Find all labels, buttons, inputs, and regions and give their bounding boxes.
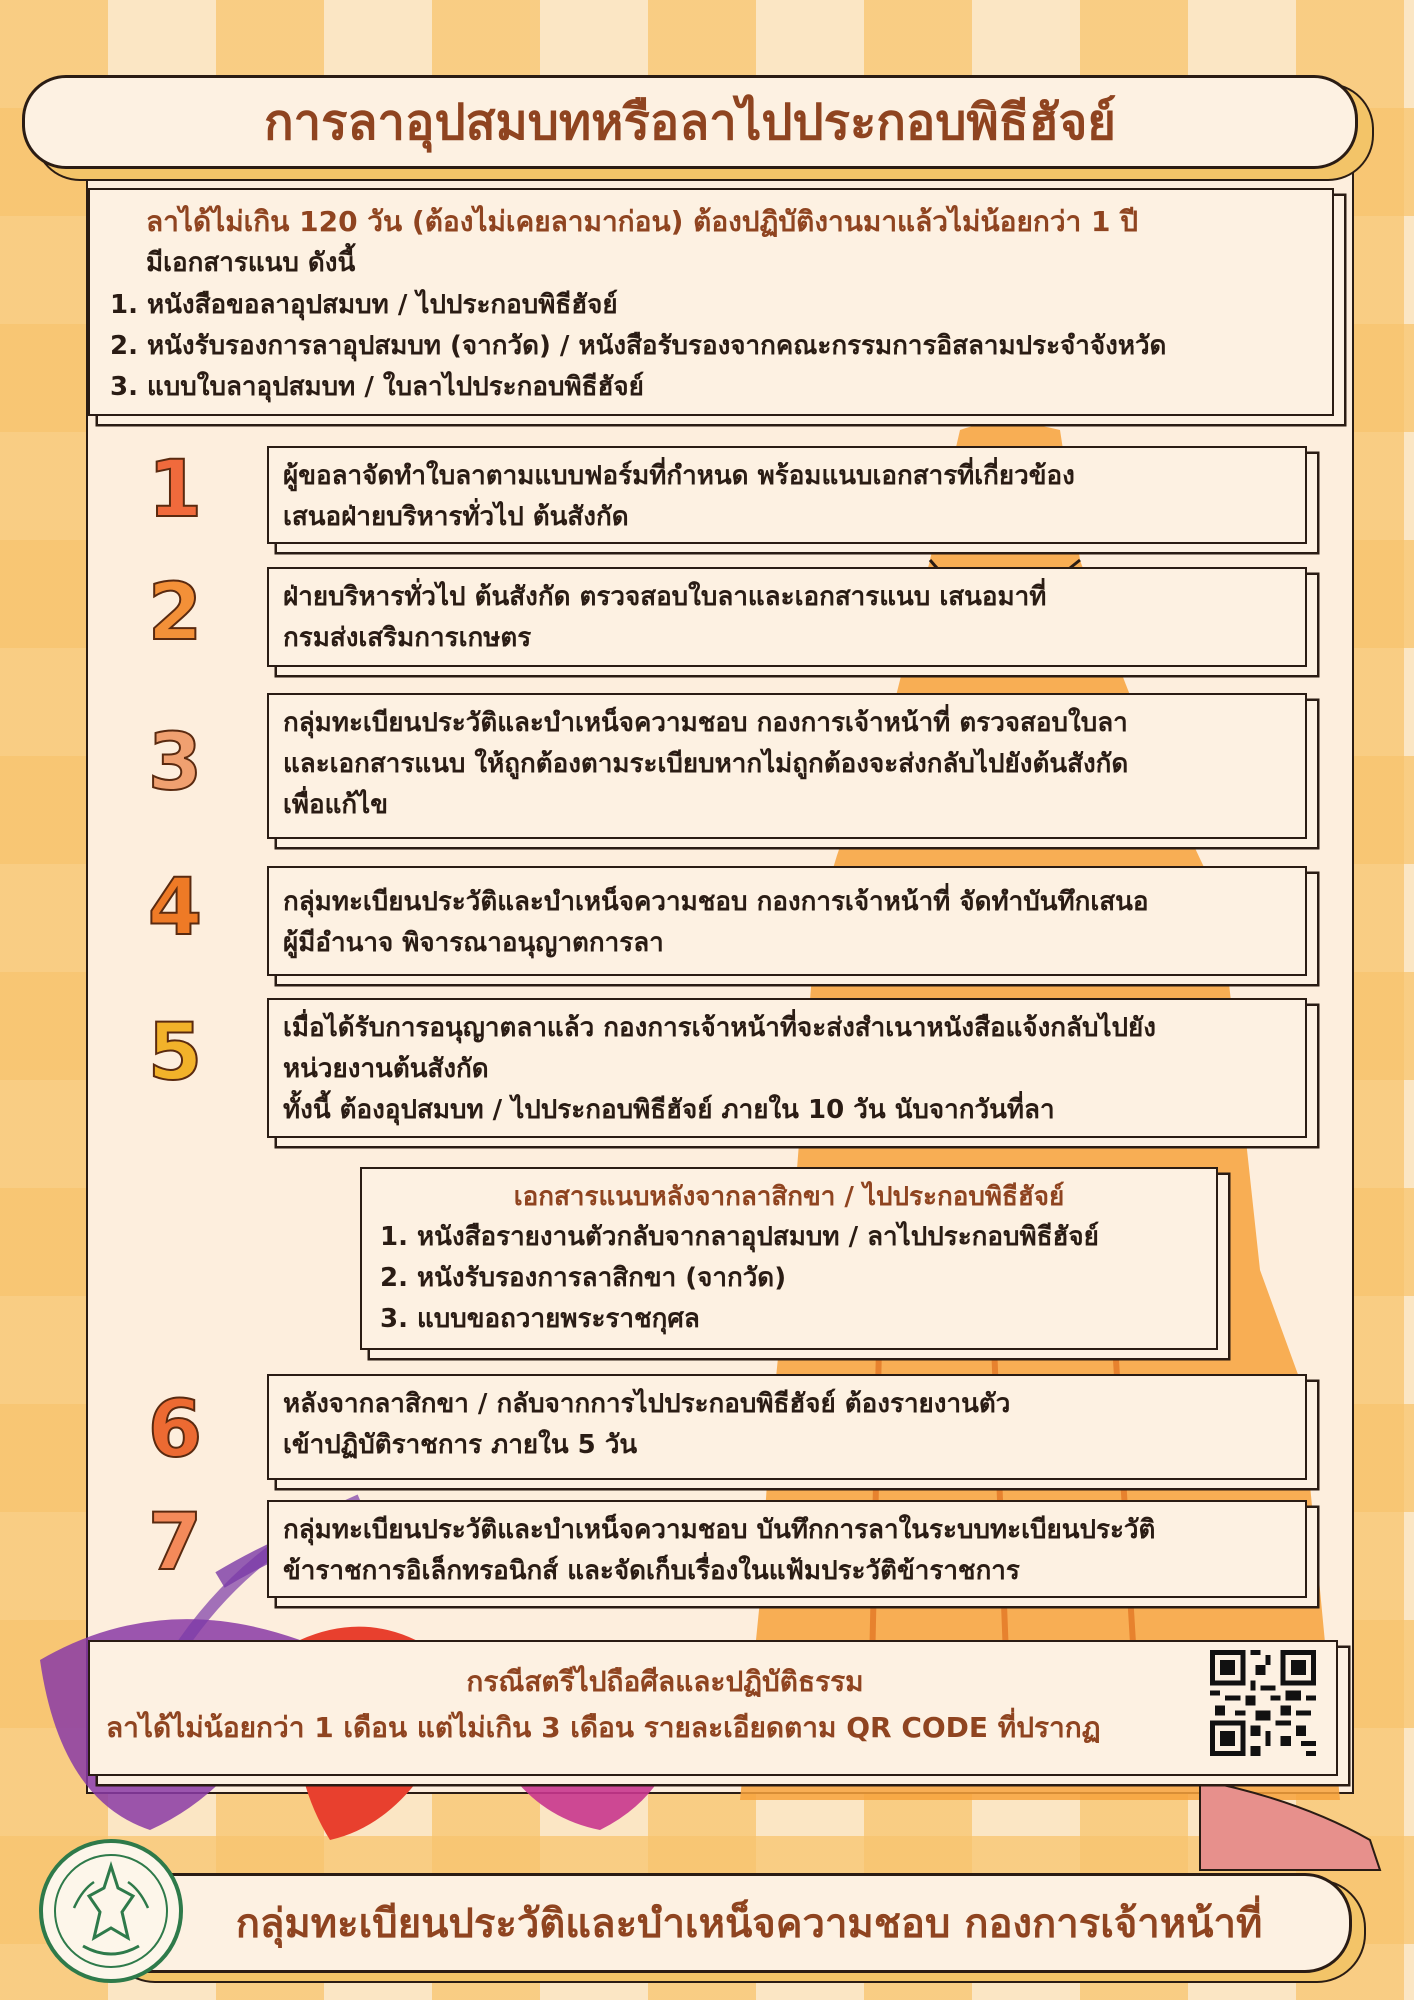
step-number-1: 1	[147, 445, 203, 535]
step-5-line-1: เมื่อได้รับการอนุญาตลาแล้ว กองการเจ้าหน้าที่จะส่งสำเนาหนังสือแจ้งกลับไปยัง	[283, 1013, 1156, 1043]
step-2-line-1: ฝ่ายบริหารทั่วไป ต้นสังกัด ตรวจสอบใบลาและเอกสารแนบ เสนอมาที่	[283, 582, 1047, 612]
step-card-7	[267, 1500, 1307, 1598]
step-card-3	[267, 693, 1307, 839]
requirements-headline: ลาได้ไม่เกิน 120 วัน (ต้องไม่เคยลามาก่อน) ต้องปฏิบัติงานมาแล้วไม่น้อยกว่า 1 ปี	[146, 205, 1139, 238]
women-case-text: ลาได้ไม่น้อยกว่า 1 เดือน แต่ไม่เกิน 3 เดือน รายละเอียดตาม QR CODE ที่ปรากฏ	[106, 1711, 1101, 1744]
step-7-line-2: ข้าราชการอิเล็กทรอนิกส์ และจัดเก็บเรื่องในแฟ้มประวัติข้าราชการ	[283, 1556, 1020, 1586]
after-leave-item-2: 2. หนังรับรองการลาสิกขา (จากวัด)	[380, 1263, 787, 1293]
step-4-line-1: กลุ่มทะเบียนประวัติและบำเหน็จความชอบ กองการเจ้าหน้าที่ จัดทำบันทึกเสนอ	[283, 887, 1149, 917]
step-number-6: 6	[147, 1385, 203, 1475]
women-case-box	[88, 1640, 1338, 1776]
requirement-doc-1: 1. หนังสือขอลาอุปสมบท / ไปประกอบพิธีฮัจย์	[110, 290, 618, 320]
requirement-doc-2: 2. หนังรับรองการลาอุปสมบท (จากวัด) / หนังสือรับรองจากคณะกรรมการอิสลามประจำจังหวัด	[110, 331, 1167, 361]
women-case-title: กรณีสตรีไปถือศีลและปฏิบัติธรรม	[466, 1665, 864, 1698]
step-6-line-1: หลังจากลาสิกขา / กลับจากการไปประกอบพิธีฮัจย์ ต้องรายงานตัว	[283, 1389, 1011, 1419]
step-4-line-2: ผู้มีอำนาจ พิจารณาอนุญาตการลา	[283, 928, 664, 958]
footer-banner	[96, 1873, 1352, 1973]
step-number-5: 5	[147, 1008, 203, 1098]
requirement-doc-3: 3. แบบใบลาอุปสมบท / ใบลาไปประกอบพิธีฮัจย์	[110, 372, 644, 402]
step-1-line-2: เสนอฝ่ายบริหารทั่วไป ต้นสังกัด	[283, 502, 629, 532]
footer-text: กลุ่มทะเบียนประวัติและบำเหน็จความชอบ กองการเจ้าหน้าที่	[235, 1901, 1263, 1947]
title-banner	[22, 75, 1358, 169]
step-number-3: 3	[147, 718, 203, 808]
step-number-4: 4	[147, 863, 203, 953]
step-7-line-1: กลุ่มทะเบียนประวัติและบำเหน็จความชอบ บันทึกการลาในระบบทะเบียนประวัติ	[283, 1515, 1156, 1545]
step-number-7: 7	[147, 1498, 203, 1588]
step-2-line-2: กรมส่งเสริมการเกษตร	[283, 623, 532, 653]
requirements-subhead: มีเอกสารแนบ ดังนี้	[146, 248, 356, 278]
step-6-line-2: เข้าปฏิบัติราชการ ภายใน 5 วัน	[283, 1430, 638, 1460]
step-number-2: 2	[147, 568, 203, 658]
step-card-2	[267, 567, 1307, 667]
step-3-line-2: และเอกสารแนบ ให้ถูกต้องตามระเบียบหากไม่ถูกต้องจะส่งกลับไปยังต้นสังกัด	[283, 749, 1129, 779]
department-logo-icon	[38, 1838, 184, 1984]
step-3-line-1: กลุ่มทะเบียนประวัติและบำเหน็จความชอบ กองการเจ้าหน้าที่ ตรวจสอบใบลา	[283, 708, 1128, 738]
after-leave-box	[360, 1167, 1218, 1350]
requirements-box	[88, 188, 1334, 416]
step-5-line-2: หน่วยงานต้นสังกัด	[283, 1054, 489, 1084]
step-5-line-3: ทั้งนี้ ต้องอุปสมบท / ไปประกอบพิธีฮัจย์ ภายใน 10 วัน นับจากวันที่ลา	[283, 1095, 1055, 1125]
after-leave-item-3: 3. แบบขอถวายพระราชกุศล	[380, 1304, 700, 1334]
after-leave-heading: เอกสารแนบหลังจากลาสิกขา / ไปประกอบพิธีฮัจย์	[513, 1182, 1065, 1212]
after-leave-item-1: 1. หนังสือรายงานตัวกลับจากลาอุปสมบท / ลาไปประกอบพิธีฮัจย์	[380, 1222, 1099, 1252]
page-title: การลาอุปสมบทหรือลาไปประกอบพิธีฮัจย์	[264, 94, 1116, 151]
qr-code-icon[interactable]	[1210, 1650, 1316, 1756]
step-1-line-1: ผู้ขอลาจัดทำใบลาตามแบบฟอร์มที่กำหนด พร้อมแนบเอกสารที่เกี่ยวข้อง	[283, 461, 1075, 491]
step-card-4	[267, 866, 1307, 976]
step-card-5	[267, 998, 1307, 1138]
step-card-6	[267, 1374, 1307, 1480]
step-card-1	[267, 446, 1307, 544]
step-3-line-3: เพื่อแก้ไข	[283, 790, 388, 820]
